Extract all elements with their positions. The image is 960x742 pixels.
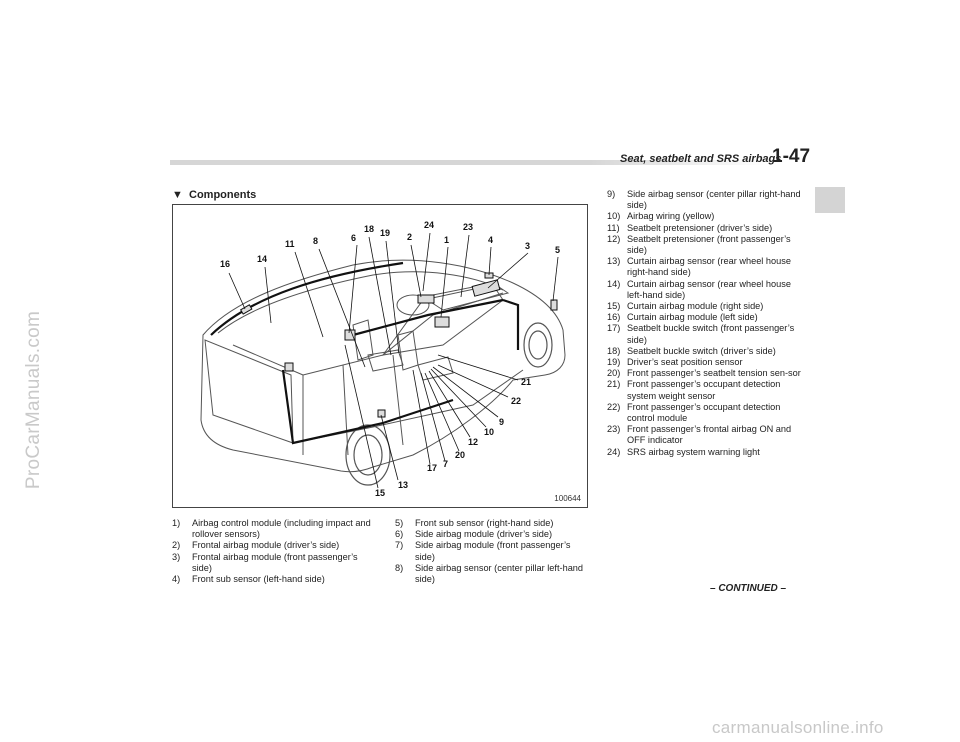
callout-15: 15 bbox=[375, 488, 386, 498]
vehicle-diagram bbox=[173, 205, 587, 507]
front-right-wheel bbox=[524, 323, 552, 367]
airbag-control-module-part bbox=[435, 317, 449, 327]
callout-21: 21 bbox=[521, 377, 532, 387]
section-heading bbox=[172, 189, 256, 201]
list-item: 10) Airbag wiring (yellow) bbox=[607, 211, 715, 222]
components-list-col1 bbox=[172, 518, 372, 585]
frontal-airbag-driver-part bbox=[418, 295, 434, 303]
callout-23: 23 bbox=[463, 222, 474, 232]
section-title: Components bbox=[189, 189, 257, 201]
airbag-wiring-path bbox=[283, 370, 453, 443]
list-item: 6) Side airbag module (driver’s side) bbox=[395, 529, 553, 540]
callout-16: 16 bbox=[220, 259, 231, 269]
callout-17: 17 bbox=[427, 463, 438, 473]
callout-1: 1 bbox=[444, 235, 450, 245]
callout-22: 22 bbox=[511, 396, 522, 406]
airbag-wiring-right bbox=[503, 300, 518, 350]
list-item: 2) Frontal airbag module (driver’s side) bbox=[172, 540, 340, 551]
vehicle-outline bbox=[201, 260, 565, 472]
list-item: 4) Front sub sensor (left-hand side) bbox=[172, 574, 325, 585]
list-item: 20) Front passenger’s seatbelt tension sen-sor bbox=[607, 368, 801, 379]
callout-7: 7 bbox=[443, 459, 449, 469]
triangle-marker-icon: ▼ bbox=[172, 189, 183, 201]
callout-3: 3 bbox=[525, 241, 531, 251]
side-watermark: ProCarManuals.com bbox=[23, 310, 44, 490]
list-item: 19) Driver’s seat position sensor bbox=[607, 357, 743, 368]
list-item: 7) Side airbag module (front passenger’s side) bbox=[395, 540, 571, 562]
components-list-col2 bbox=[395, 518, 587, 585]
components-list-col3 bbox=[607, 189, 808, 458]
callout-14: 14 bbox=[257, 254, 268, 264]
list-item: 13) Curtain airbag sensor (rear wheel house right-hand side) bbox=[607, 256, 791, 278]
list-item: 12) Seatbelt pretensioner (front passenger’s side) bbox=[607, 233, 791, 256]
callout-12: 12 bbox=[468, 437, 479, 447]
list-item: 18) Seatbelt buckle switch (driver’s side) bbox=[607, 345, 776, 356]
frontal-airbag-passenger-part bbox=[472, 280, 500, 296]
continued-marker: – CONTINUED – bbox=[710, 583, 787, 594]
list-item: 17) Seatbelt buckle switch (front passenger’s side) bbox=[607, 323, 795, 345]
callout-18: 18 bbox=[364, 224, 375, 234]
wheels bbox=[346, 323, 552, 485]
components-illustration bbox=[172, 204, 588, 508]
list-item: 3) Frontal airbag module (front passenger’s side) bbox=[172, 551, 358, 573]
callout-11: 11 bbox=[285, 239, 295, 249]
callout-24: 24 bbox=[424, 220, 435, 230]
list-item: 15) Curtain airbag module (right side) bbox=[607, 301, 764, 312]
chapter-thumb-tab bbox=[815, 187, 845, 213]
component-parts bbox=[241, 273, 557, 417]
list-item: 9) Side airbag sensor (center pillar right-hand side) bbox=[607, 189, 801, 211]
list-item: 24) SRS airbag system warning light bbox=[607, 446, 760, 457]
list-item: 21) Front passenger’s occupant detection system weight sensor bbox=[607, 379, 781, 401]
figure-code: 100644 bbox=[554, 494, 581, 503]
callout-13: 13 bbox=[398, 480, 409, 490]
list-item: 16) Curtain airbag module (left side) bbox=[607, 312, 758, 323]
callout-4: 4 bbox=[488, 235, 494, 245]
list-item: 11) Seatbelt pretensioner (driver’s side) bbox=[607, 222, 773, 233]
callout-19: 19 bbox=[380, 228, 391, 238]
callout-10: 10 bbox=[484, 427, 495, 437]
running-title: Seat, seatbelt and SRS airbags bbox=[620, 153, 782, 165]
curtain-airbag-left-line bbox=[211, 263, 403, 335]
list-item: 5) Front sub sensor (right-hand side) bbox=[395, 518, 554, 528]
callout-5: 5 bbox=[555, 245, 561, 255]
list-item: 23) Front passenger’s frontal airbag ON and OFF indicator bbox=[607, 424, 792, 446]
rear-right-wheel bbox=[346, 425, 390, 485]
page-number: 1-47 bbox=[772, 146, 811, 167]
callout-8: 8 bbox=[313, 236, 319, 246]
callout-20: 20 bbox=[455, 450, 466, 460]
header-rule bbox=[170, 160, 590, 165]
list-item: 14) Curtain airbag sensor (rear wheel house left-hand side) bbox=[607, 278, 791, 300]
rear-wheelhouse-sensor-part bbox=[285, 363, 293, 371]
list-item: 22) Front passenger’s occupant detection control module bbox=[607, 401, 781, 424]
callout-9: 9 bbox=[499, 417, 505, 427]
callout-6: 6 bbox=[351, 233, 357, 243]
footer-watermark: carmanualsonline.info bbox=[712, 718, 884, 737]
callout-2: 2 bbox=[407, 232, 413, 242]
front-sub-sensor-right-part bbox=[551, 300, 557, 310]
list-item: 1) Airbag control module (including impact and rollover sensors) bbox=[172, 518, 371, 540]
list-item: 8) Side airbag sensor (center pillar left-hand side) bbox=[395, 562, 584, 585]
